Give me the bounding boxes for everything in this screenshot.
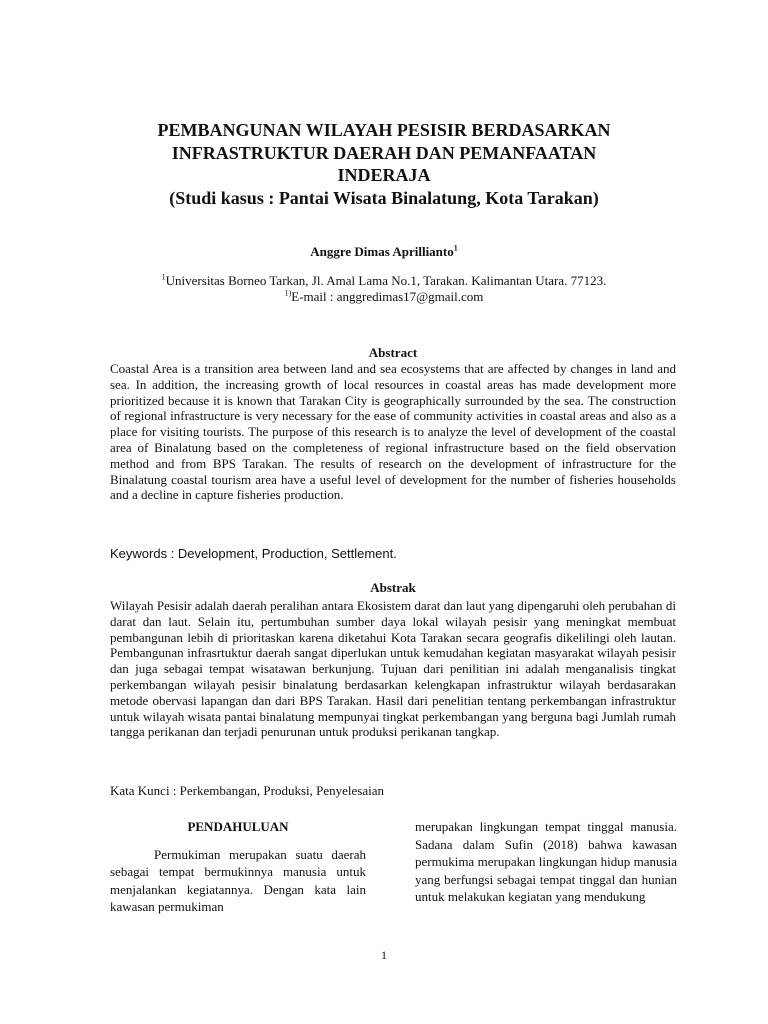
email-superscript: 1) [284,288,292,298]
title-subtitle: (Studi kasus : Pantai Wisata Binalatung, Kota Tarakan) [169,187,599,208]
abstract-body: Coastal Area is a transition area between land and sea ecosystems that are affected by changes in land and sea. In addition, the increasing growth of local resources in coastal areas has made development more prioritized because it is known that Tarakan City is geographically surrounded by the sea. The construction of regional infrastructure is very necessary for the ease of community activities in coastal areas and also as a place for visiting tourists. The purpose of this research is to analyze the level of development of the coastal area of Binalatung based on the completeness of regional infrastructure based on the field observation method and from BPS Tarakan. The results of research on the development of infrastructure for the Binalatung coastal tourism area have a useful level of development for the number of fisheries households and a decline in capture fisheries production. [110,361,676,503]
abstrak-keywords: Kata Kunci : Perkembangan, Produksi, Penyelesaian [110,783,385,798]
email-line [80,289,688,305]
intro-heading: PENDAHULUAN [187,819,289,834]
author-superscript: 1 [453,243,458,253]
intro-left-text: Permukiman merupakan suatu daerah sebagai tempat bermukinnya manusia untuk menjalankan kegiatannya. Dengan kata lain kawasan permukiman [110,846,366,914]
right-column [415,818,677,906]
affiliation-superscript: 1 [161,272,166,282]
abstrak-body: Wilayah Pesisir adalah daerah peralihan antara Ekosistem darat dan laut yang dipengaruhi oleh perubahan di darat dan laut. Selain itu, pertumbuhan sumber daya lokal wilayah pesisir yang meningkat membuat pembangunan lebih di prioritaskan karena diketahui Kota Tarakan secara geografis dikelilingi oleh lautan. Pembangunan infrasrtuktur daerah sangat diperlukan untuk kemudahan kegiatan masyarakat wilayah pesisir dan juga sebagai tempat wisatawan berkunjung. Tujuan dari penilitian ini adalah menganalisis tingkat perkembangan wilayah pesisir binalatung berdasarkan kelengkapan infrastruktur wilayah berdasarakan metode obervasi lapangan dan dari BPS Tarakan. Hasil dari penelitian tentang perkembangan infrastruktur untuk wilayah wisata pantai binalatung mempunyai tingkat perkembangan yang berguna bagi Jumlah rumah tangga perikanan dan terjadi penurunan untuk produksi perikanan tangkap. [110,598,676,740]
intro-right-text: merupakan lingkungan tempat tinggal manusia. Sadana dalam Sufin (2018) bahwa kawasan permukima merupakan lingkungan hidup manusia yang berfungsi sebagai tempat tinggal dan hunian untuk melakukan kegiatan yang mendukung [415,819,677,904]
abstrak-heading: Abstrak [370,580,416,595]
title-line-3: INDERAJA [337,165,431,185]
title-line-2: INFRASTRUKTUR DAERAH DAN PEMANFAATAN [171,142,597,163]
page-number: 1 [381,948,387,962]
affiliation-line [80,273,688,289]
abstract-keywords: Keywords : Development, Production, Settlement. [110,546,397,561]
author-name: Anggre Dimas Aprillianto [310,244,454,259]
affiliation-text: Universitas Borneo Tarkan, Jl. Amal Lama No.1, Tarakan. Kalimantan Utara. 77123. [165,273,607,288]
author-line [80,243,688,261]
affiliation [80,273,688,305]
left-column [110,818,366,916]
paper-title [80,119,688,209]
email-text: E-mail : anggredimas17@gmail.com [291,289,484,304]
abstract-heading: Abstract [368,345,418,360]
title-line-1: PEMBANGUNAN WILAYAH PESISIR BERDASARKAN [157,120,611,140]
